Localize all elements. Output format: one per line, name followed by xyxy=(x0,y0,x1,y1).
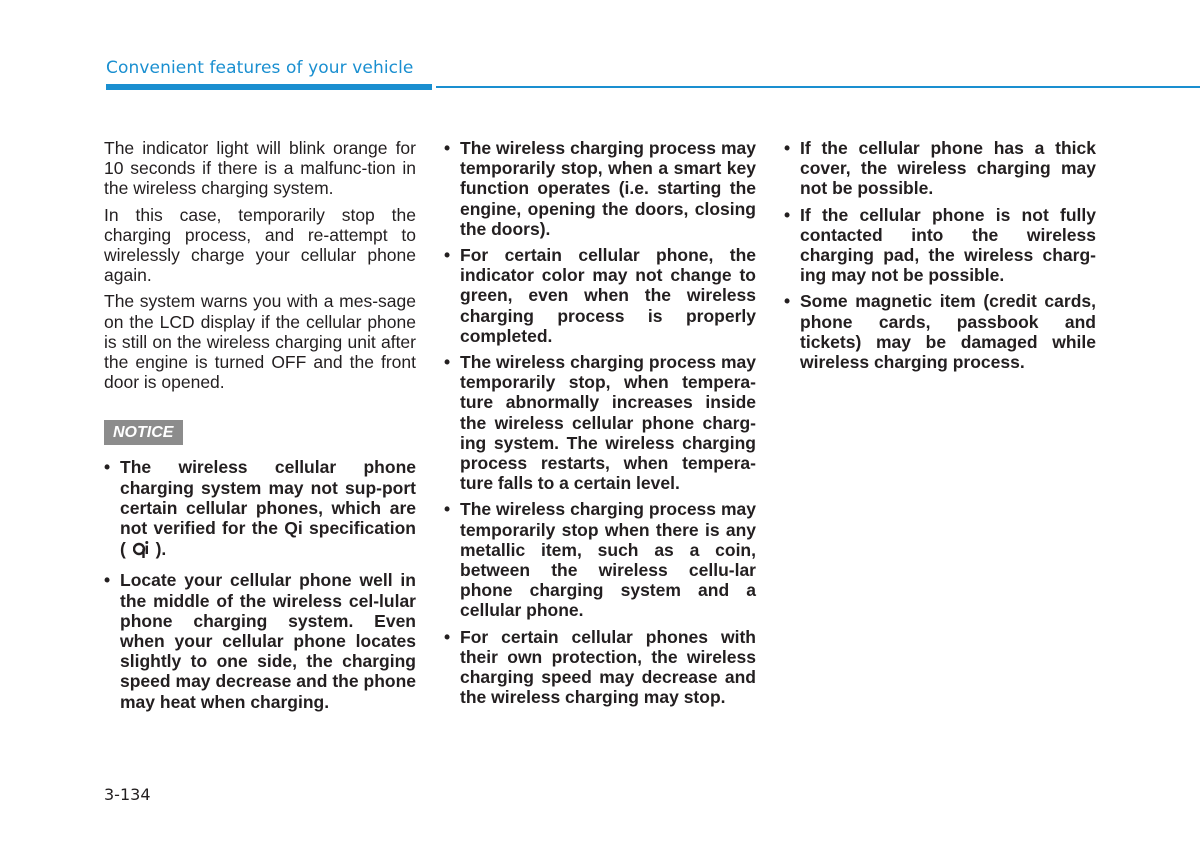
bullet-dot: • xyxy=(444,245,451,266)
paragraph: The system warns you with a mes-sage on the LCD display if the cellular phone is still on the wireless charging unit after the engine is turned OFF and the front door is opened. xyxy=(104,291,416,393)
list-item-text: The wireless charging process may temporarily stop, when tempera-ture abnormally increases inside the wireless cellular phone charg-ing system. The wireless charging process restarts, when tempera-ture falls to a certain level. xyxy=(460,352,756,494)
list-item xyxy=(444,627,756,708)
list-item-text: ). xyxy=(155,539,167,560)
bullet-dot: • xyxy=(784,291,791,312)
list-item-text: If the cellular phone is not fully contacted into the wireless charging pad, the wireless charg-ing may not be possible. xyxy=(800,204,1096,286)
header-rule-thick xyxy=(106,84,432,90)
bullet-dot: • xyxy=(444,626,451,647)
list-item-text: For certain cellular phones with their own protection, the wireless charging speed may decrease and the wireless charging may stop. xyxy=(460,626,756,708)
list-item-text: The wireless cellular phone charging system may not sup-port certain cellular phones, which are not verified for the Qi specification ( xyxy=(120,457,416,560)
bullet-dot: • xyxy=(444,138,451,158)
bullet-dot: • xyxy=(444,499,451,520)
notice-badge: NOTICE xyxy=(104,420,183,445)
bullet-list xyxy=(784,138,1096,372)
bullet-dot: • xyxy=(784,138,791,158)
list-item xyxy=(784,138,1096,199)
bullet-dot: • xyxy=(444,352,451,373)
section-title: Convenient features of your vehicle xyxy=(106,58,414,78)
list-item-text: If the cellular phone has a thick cover, the wireless charging may not be possible. xyxy=(800,138,1096,199)
bullet-dot: • xyxy=(784,204,791,225)
header-rule-thin xyxy=(436,86,1200,88)
list-item xyxy=(784,291,1096,372)
paragraph: The indicator light will blink orange for 10 seconds if there is a malfunc-tion in the wireless charging system. xyxy=(104,138,416,199)
list-item xyxy=(104,457,416,564)
qi-logo-icon xyxy=(133,538,149,564)
notice-list xyxy=(104,457,416,711)
list-item-text: The wireless charging process may temporarily stop, when a smart key function operates (i.e. starting the engine, opening the doors, closing the doors). xyxy=(460,138,756,239)
list-item xyxy=(444,245,756,346)
list-item-text: For certain cellular phone, the indicator color may not change to green, even when the wireless charging process is properly completed. xyxy=(460,245,756,346)
page-number: 3-134 xyxy=(104,785,151,804)
list-item xyxy=(444,138,756,239)
list-item xyxy=(444,352,756,493)
list-item-text: The wireless charging process may temporarily stop when there is any metallic item, such as a coin, between the wireless cellu-lar phone charging system and a cellular phone. xyxy=(460,499,756,621)
column-1 xyxy=(104,138,416,718)
column-2 xyxy=(444,138,756,713)
bullet-dot: • xyxy=(104,570,111,591)
column-3 xyxy=(784,138,1096,378)
list-item xyxy=(444,499,756,620)
paragraph: In this case, temporarily stop the charging process, and re-attempt to wirelessly charge your cellular phone again. xyxy=(104,204,416,286)
bullet-list xyxy=(444,138,756,707)
list-item-text: Some magnetic item (credit cards, phone cards, passbook and tickets) may be damaged while wireless charging process. xyxy=(800,291,1096,373)
list-item xyxy=(784,205,1096,286)
list-item-text: Locate your cellular phone well in the middle of the wireless cel-lular phone charging system. Even when your cellular phone locates slightly to one side, the charging speed may decrease and the phone may heat when charging. xyxy=(120,570,416,712)
bullet-dot: • xyxy=(104,457,111,478)
list-item xyxy=(104,570,416,711)
